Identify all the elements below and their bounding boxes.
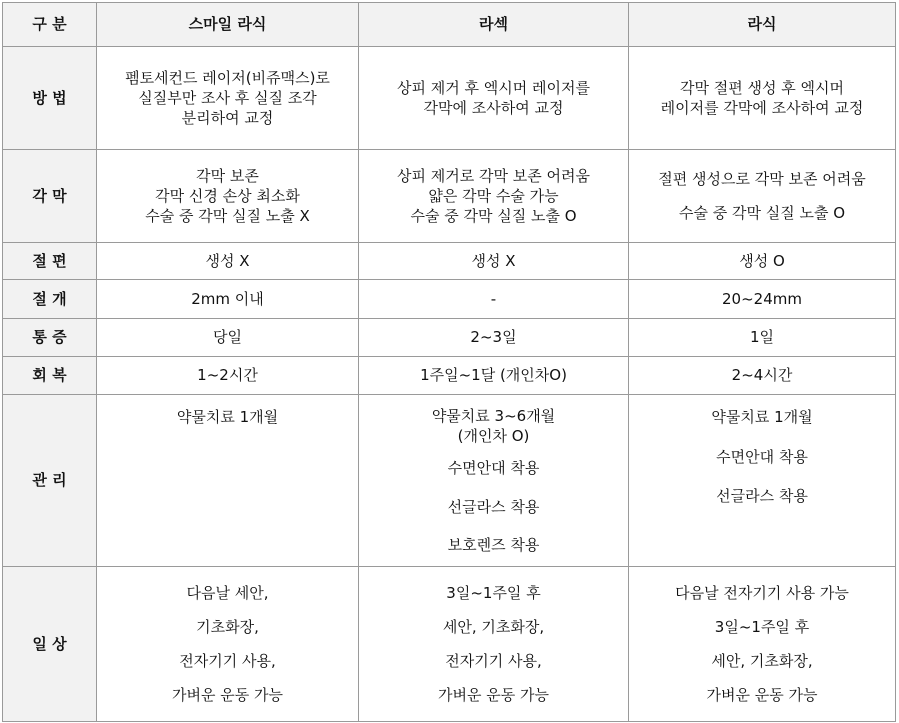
cell-text: 절편 생성으로 각막 보존 어려움 bbox=[658, 169, 866, 188]
cell-method-lasek bbox=[359, 47, 629, 150]
cell-text: 다음날 전자기기 사용 가능 bbox=[675, 583, 849, 602]
header-row bbox=[3, 3, 896, 47]
cell-text: 수면안대 착용 bbox=[447, 459, 540, 478]
cell-text: 선글라스 착용 bbox=[447, 497, 540, 516]
header-lasik: 라식 bbox=[629, 3, 896, 47]
cell-pain-smile: 당일 bbox=[97, 319, 359, 357]
row-label-daily-life: 일 상 bbox=[3, 567, 97, 722]
cell-text: 전자기기 사용, bbox=[179, 652, 276, 670]
cell-text: 각막 절편 생성 후 엑시머 bbox=[680, 78, 844, 97]
cell-flap-lasek: 생성 X bbox=[359, 243, 629, 280]
cell-text: 얇은 각막 수술 가능 bbox=[428, 186, 559, 205]
cell-text: 레이저를 각막에 조사하여 교정 bbox=[660, 99, 864, 117]
cell-text: 전자기기 사용, bbox=[445, 652, 542, 670]
cell-care-smile bbox=[97, 395, 359, 567]
row-label-care: 관 리 bbox=[3, 395, 97, 567]
cell-cornea-smile bbox=[97, 150, 359, 243]
cell-text: 실질부만 조사 후 실질 조각 bbox=[138, 88, 317, 107]
cell-text: 수술 중 각막 실질 노출 X bbox=[145, 207, 310, 226]
cell-text: (개인차 O) bbox=[457, 427, 530, 446]
cell-text: 수면안대 착용 bbox=[716, 448, 808, 467]
cell-care-lasik bbox=[629, 395, 896, 567]
cell-text: 수술 중 각막 실질 노출 O bbox=[678, 204, 846, 222]
row-label-incision: 절 개 bbox=[3, 280, 97, 319]
cell-text: 약물치료 1개월 bbox=[176, 408, 279, 426]
cell-text: 가벼운 운동 가능 bbox=[172, 686, 283, 705]
cell-text: 상피 제거로 각막 보존 어려움 bbox=[397, 166, 590, 185]
cell-text: 세안, 기초화장, bbox=[711, 652, 813, 670]
cell-incision-lasek: - bbox=[359, 280, 629, 319]
cell-incision-smile: 2mm 이내 bbox=[97, 280, 359, 319]
cell-text: 약물치료 3~6개월 bbox=[431, 406, 556, 425]
cell-text: 3일~1주일 후 bbox=[714, 617, 810, 636]
row-method bbox=[3, 47, 896, 150]
cell-pain-lasek: 2~3일 bbox=[359, 319, 629, 357]
cell-text: 분리하여 교정 bbox=[181, 109, 274, 128]
cell-care-lasek bbox=[359, 395, 629, 567]
row-incision bbox=[3, 280, 896, 319]
cell-daily-smile bbox=[97, 567, 359, 722]
row-cornea bbox=[3, 150, 896, 243]
cell-text: 보호렌즈 착용 bbox=[447, 535, 540, 554]
cell-flap-lasik: 생성 O bbox=[629, 243, 896, 280]
cell-text: 상피 제거 후 엑시머 레이저를 bbox=[397, 78, 590, 97]
cell-daily-lasek bbox=[359, 567, 629, 722]
cell-text: 수술 중 각막 실질 노출 O bbox=[410, 207, 577, 226]
row-recovery bbox=[3, 357, 896, 395]
row-label-flap: 절 편 bbox=[3, 243, 97, 280]
row-flap bbox=[3, 243, 896, 280]
row-label-pain: 통 증 bbox=[3, 319, 97, 357]
cell-recovery-lasik: 2~4시간 bbox=[629, 357, 896, 395]
row-label-cornea: 각 막 bbox=[3, 150, 97, 243]
row-label-method: 방 법 bbox=[3, 47, 97, 150]
row-care bbox=[3, 395, 896, 567]
cell-recovery-smile: 1~2시간 bbox=[97, 357, 359, 395]
row-label-recovery: 회 복 bbox=[3, 357, 97, 395]
cell-text: 세안, 기초화장, bbox=[442, 617, 545, 636]
cell-incision-lasik: 20~24mm bbox=[629, 280, 896, 319]
cell-text: 3일~1주일 후 bbox=[446, 583, 541, 602]
cell-text: 가벼운 운동 가능 bbox=[438, 686, 549, 705]
cell-text: 선글라스 착용 bbox=[716, 486, 808, 505]
cell-flap-smile: 생성 X bbox=[97, 243, 359, 280]
cell-text: 각막 신경 손상 최소화 bbox=[155, 186, 300, 205]
cell-text: 다음날 세안, bbox=[186, 583, 269, 602]
cell-text: 기초화장, bbox=[196, 617, 259, 636]
cell-text: 펨토세컨드 레이저(비쥬맥스)로 bbox=[125, 68, 330, 87]
cell-daily-lasik bbox=[629, 567, 896, 722]
cell-text: 각막 보존 bbox=[196, 166, 259, 185]
row-daily-life bbox=[3, 567, 896, 722]
header-category: 구 분 bbox=[3, 3, 97, 47]
cell-text: 가벼운 운동 가능 bbox=[706, 686, 818, 705]
cell-pain-lasik: 1일 bbox=[629, 319, 896, 357]
cell-text: 각막에 조사하여 교정 bbox=[423, 99, 564, 117]
comparison-table bbox=[2, 2, 896, 722]
row-pain bbox=[3, 319, 896, 357]
cell-cornea-lasek bbox=[359, 150, 629, 243]
cell-method-smile bbox=[97, 47, 359, 150]
header-lasek: 라섹 bbox=[359, 3, 629, 47]
cell-recovery-lasek: 1주일~1달 (개인차O) bbox=[359, 357, 629, 395]
cell-method-lasik bbox=[629, 47, 896, 150]
cell-cornea-lasik bbox=[629, 150, 896, 243]
header-smile-lasik: 스마일 라식 bbox=[97, 3, 359, 47]
cell-text: 약물치료 1개월 bbox=[711, 408, 813, 426]
